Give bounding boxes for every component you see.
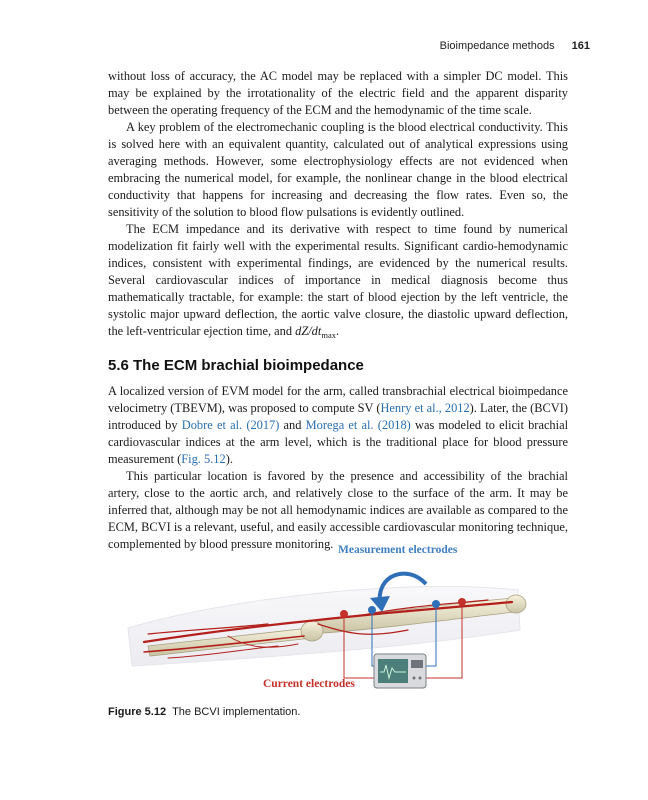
sp1-part5: ). — [225, 452, 233, 466]
figure-caption — [108, 706, 300, 718]
label-measurement-electrodes: Measurement electrodes — [338, 544, 458, 556]
figure-bcvi — [108, 538, 568, 698]
paragraph-3 — [108, 221, 568, 344]
section-paragraph-2: This particular location is favored by the presence and accessibility of the brachial artery, close to the aortic arch, and relatively close to the surface of the arm. It may be inferred that, although may be not all hemodynamic indices are available as compared to the ECM, BCVI is a relevant, useful, and easily accessible cardiovascular monitoring technique, complemented by blood pressure monitoring. — [108, 469, 568, 551]
arm-illustration — [108, 538, 568, 698]
math-subscript: max — [321, 330, 336, 340]
section-heading: 5.6 The ECM brachial bioimpedance — [108, 357, 364, 374]
sp1-part4: was modeled to elicit brachial cardiovascular indices at the arm level, which is the traditional place for blood pressure measurement ( — [108, 418, 569, 466]
caption-text: The BCVI implementation. — [172, 706, 301, 718]
paragraph-1: without loss of accuracy, the AC model may be replaced with a simpler DC model. This may be explained by the irrotationality of the electric field and the apparent disparity between the operating frequency of the ECM and the hemodynamic of the time scale. — [108, 69, 568, 117]
citation-henry[interactable]: Henry et al., 2012 — [380, 401, 470, 415]
paragraph-3-end: . — [335, 324, 340, 338]
section-paragraph-1 — [108, 383, 568, 468]
running-head-title: Bioimpedance methods — [439, 40, 555, 52]
body-text — [108, 68, 568, 553]
monitor-device — [374, 654, 426, 688]
sp1-part3: and — [279, 418, 306, 432]
page-number: 161 — [571, 40, 590, 52]
figure-link[interactable]: Fig. 5.12 — [181, 452, 226, 466]
caption-number: Figure 5.12 — [108, 706, 167, 718]
sp1-part1: A localized version of EVM model for the arm, called transbrachial electrical bioimpedance velocimetry (TBEVM), was proposed to compute SV ( — [108, 384, 568, 415]
citation-dobre[interactable]: Dobre et al. (2017) — [181, 418, 280, 432]
sp1-part2: ). Later, the (BCVI) introduced by — [108, 401, 568, 432]
shoulder-joint — [506, 595, 526, 613]
citation-morega[interactable]: Morega et al. (2018) — [305, 418, 411, 432]
running-head — [440, 40, 590, 52]
math-dzdt: dZ/dt — [295, 324, 322, 338]
paragraph-3-text: The ECM impedance and its derivative with respect to time found by numerical modelization fit fairly well with the experimental results. Significant cardio-hemodynamic indices, consistent with experimental findings, are evidenced by the numerical results. Several cardiovascular indices of importance in medical diagnosis become thus mathematically tractable, for example: the start of blood ejection by the left ventricle, the systolic major upward deflection, the aortic valve closure, the diastolic upward deflection, the left-ventricular ejection time, and — [108, 222, 568, 338]
label-current-electrodes: Current electrodes — [263, 678, 355, 690]
paragraph-2: A key problem of the electromechanic coupling is the blood electrical conductivity. This is solved here with an equivalent quantity, calculated out of analytical expressions using averaging methods. However, some electrophysiology effects are not evidenced when embracing the numerical model, for example, the nonlinear change in the blood electrical conductivity that happens for increasing and decreasing the flow rates. Even so, the sensitivity of the solution to blood flow pulsations is evidently outlined. — [108, 120, 568, 219]
